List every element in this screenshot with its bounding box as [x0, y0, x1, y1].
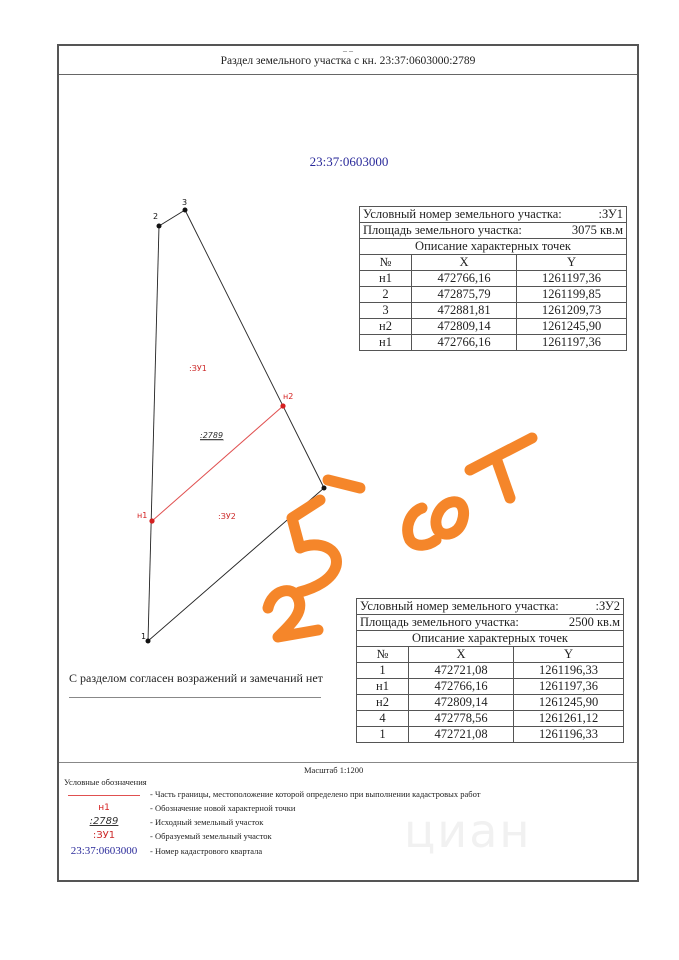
y-value: 1261197,36: [517, 271, 627, 287]
scale-label: Масштаб 1:1200: [304, 765, 364, 775]
point-3-label: 3: [182, 198, 188, 207]
point-number: 4: [357, 711, 409, 727]
agreement-statement: С разделом согласен возражений и замечаний нет: [69, 671, 323, 685]
point-number: 3: [360, 303, 412, 319]
y-value: 1261199,85: [517, 287, 627, 303]
point-4-marker: [322, 486, 327, 491]
points-table-zu1: [359, 206, 627, 351]
table-row: [357, 711, 624, 727]
boundary-2-3: [159, 210, 185, 226]
legend-item-new-parcel: [64, 830, 272, 841]
point-number: 1: [357, 727, 409, 743]
parcel-number-value: :ЗУ2: [595, 599, 620, 613]
parcel-zu2-label: :ЗУ2: [218, 512, 236, 521]
original-parcel-label: :2789: [200, 431, 224, 440]
column-header-x: X: [412, 255, 517, 271]
column-header-y: Y: [517, 255, 627, 271]
column-header-y: Y: [514, 647, 624, 663]
point-1-label: 1: [141, 632, 147, 641]
header-row: [357, 647, 624, 663]
table-row: [360, 335, 627, 351]
legend-item-quarter: [64, 845, 262, 857]
parcel-plan: [59, 46, 641, 884]
legend-text: - Обозначение новой характерной точки: [150, 803, 296, 813]
column-header-number: №: [357, 647, 409, 663]
area-value: 3075 кв.м: [571, 223, 623, 237]
y-value: 1261245,90: [517, 319, 627, 335]
legend-item-boundary: [64, 789, 480, 799]
parcel-number-row: [357, 599, 624, 615]
point-2-label: 2: [153, 212, 159, 221]
legend-text: - Образуемый земельный участок: [150, 830, 272, 841]
x-value: 472809,14: [412, 319, 517, 335]
points-table-zu2: [356, 598, 624, 743]
x-value: 472875,79: [412, 287, 517, 303]
table-row: [357, 663, 624, 679]
section-title-row: [357, 631, 624, 647]
cadastral-quarter-number: 23:37:0603000: [309, 154, 389, 169]
cadastral-sheet: [57, 44, 639, 882]
boundary-3-4: [185, 210, 324, 488]
legend-title: Условные обозначения: [64, 777, 147, 787]
x-value: 472809,14: [409, 695, 514, 711]
point-number: 2: [360, 287, 412, 303]
x-value: 472766,16: [412, 335, 517, 351]
original-parcel-symbol: :2789: [89, 816, 119, 827]
parcel-number-row: [360, 207, 627, 223]
point-1-marker: [146, 639, 151, 644]
title-mark: _ _: [343, 44, 353, 53]
x-value: 472766,16: [409, 679, 514, 695]
parcel-zu1-label: :ЗУ1: [189, 364, 207, 373]
y-value: 1261261,12: [514, 711, 624, 727]
watermark: циан: [404, 804, 532, 858]
section-title: Описание характерных точек: [357, 631, 624, 647]
area-row: [360, 223, 627, 239]
x-value: 472778,56: [409, 711, 514, 727]
point-n1-label: н1: [137, 511, 148, 520]
section-title-row: [360, 239, 627, 255]
table-row: [357, 695, 624, 711]
y-value: 1261197,36: [517, 335, 627, 351]
y-value: 1261245,90: [514, 695, 624, 711]
parcel-number-label: Условный номер земельного участка:: [363, 207, 562, 221]
x-value: 472881,81: [412, 303, 517, 319]
parcel-number-label: Условный номер земельного участка:: [360, 599, 559, 613]
legend-divider: [59, 762, 637, 763]
legend-item-new-point: [64, 803, 295, 813]
table-row: [357, 679, 624, 695]
boundary-4-1: [148, 488, 324, 641]
document-title: Раздел земельного участка с кн. 23:37:0603000:2789: [220, 55, 476, 67]
legend-text: - Часть границы, местоположение которой определено при выполнении кадастровых работ: [150, 789, 481, 799]
point-number: н2: [360, 319, 412, 335]
area-label: Площадь земельного участка:: [360, 615, 519, 629]
table-row: [360, 271, 627, 287]
new-point-symbol: н1: [98, 803, 110, 813]
boundary-1-2: [148, 226, 159, 641]
y-value: 1261196,33: [514, 663, 624, 679]
point-3-marker: [183, 208, 188, 213]
new-boundary-n1-n2: [152, 406, 283, 521]
y-value: 1261209,73: [517, 303, 627, 319]
signature-line: [69, 697, 321, 698]
area-value: 2500 кв.м: [568, 615, 620, 629]
table-row: [360, 303, 627, 319]
parcel-number-value: :ЗУ1: [598, 207, 623, 221]
y-value: 1261197,36: [514, 679, 624, 695]
section-title: Описание характерных точек: [360, 239, 627, 255]
new-parcel-symbol: :ЗУ1: [92, 830, 116, 841]
x-value: 472721,08: [409, 663, 514, 679]
legend-text: - Исходный земельный участок: [150, 816, 264, 827]
column-header-number: №: [360, 255, 412, 271]
x-value: 472721,08: [409, 727, 514, 743]
point-number: н1: [360, 271, 412, 287]
area-row: [357, 615, 624, 631]
column-header-x: X: [409, 647, 514, 663]
red-line-symbol: [68, 795, 140, 796]
quarter-symbol: 23:37:0603000: [70, 845, 138, 857]
point-number: 1: [357, 663, 409, 679]
table-row: [360, 287, 627, 303]
point-number: н1: [360, 335, 412, 351]
point-number: н2: [357, 695, 409, 711]
point-n1-marker: [149, 518, 154, 523]
legend-item-original-parcel: [64, 816, 263, 827]
table-row: [360, 319, 627, 335]
point-number: н1: [357, 679, 409, 695]
point-2-marker: [157, 224, 162, 229]
y-value: 1261196,33: [514, 727, 624, 743]
point-n2-label: н2: [283, 392, 294, 401]
header-row: [360, 255, 627, 271]
area-label: Площадь земельного участка:: [363, 223, 522, 237]
legend-text: - Номер кадастрового квартала: [150, 846, 263, 856]
x-value: 472766,16: [412, 271, 517, 287]
point-4-label: 4: [327, 476, 333, 485]
table-row: [357, 727, 624, 743]
point-n2-marker: [280, 403, 285, 408]
